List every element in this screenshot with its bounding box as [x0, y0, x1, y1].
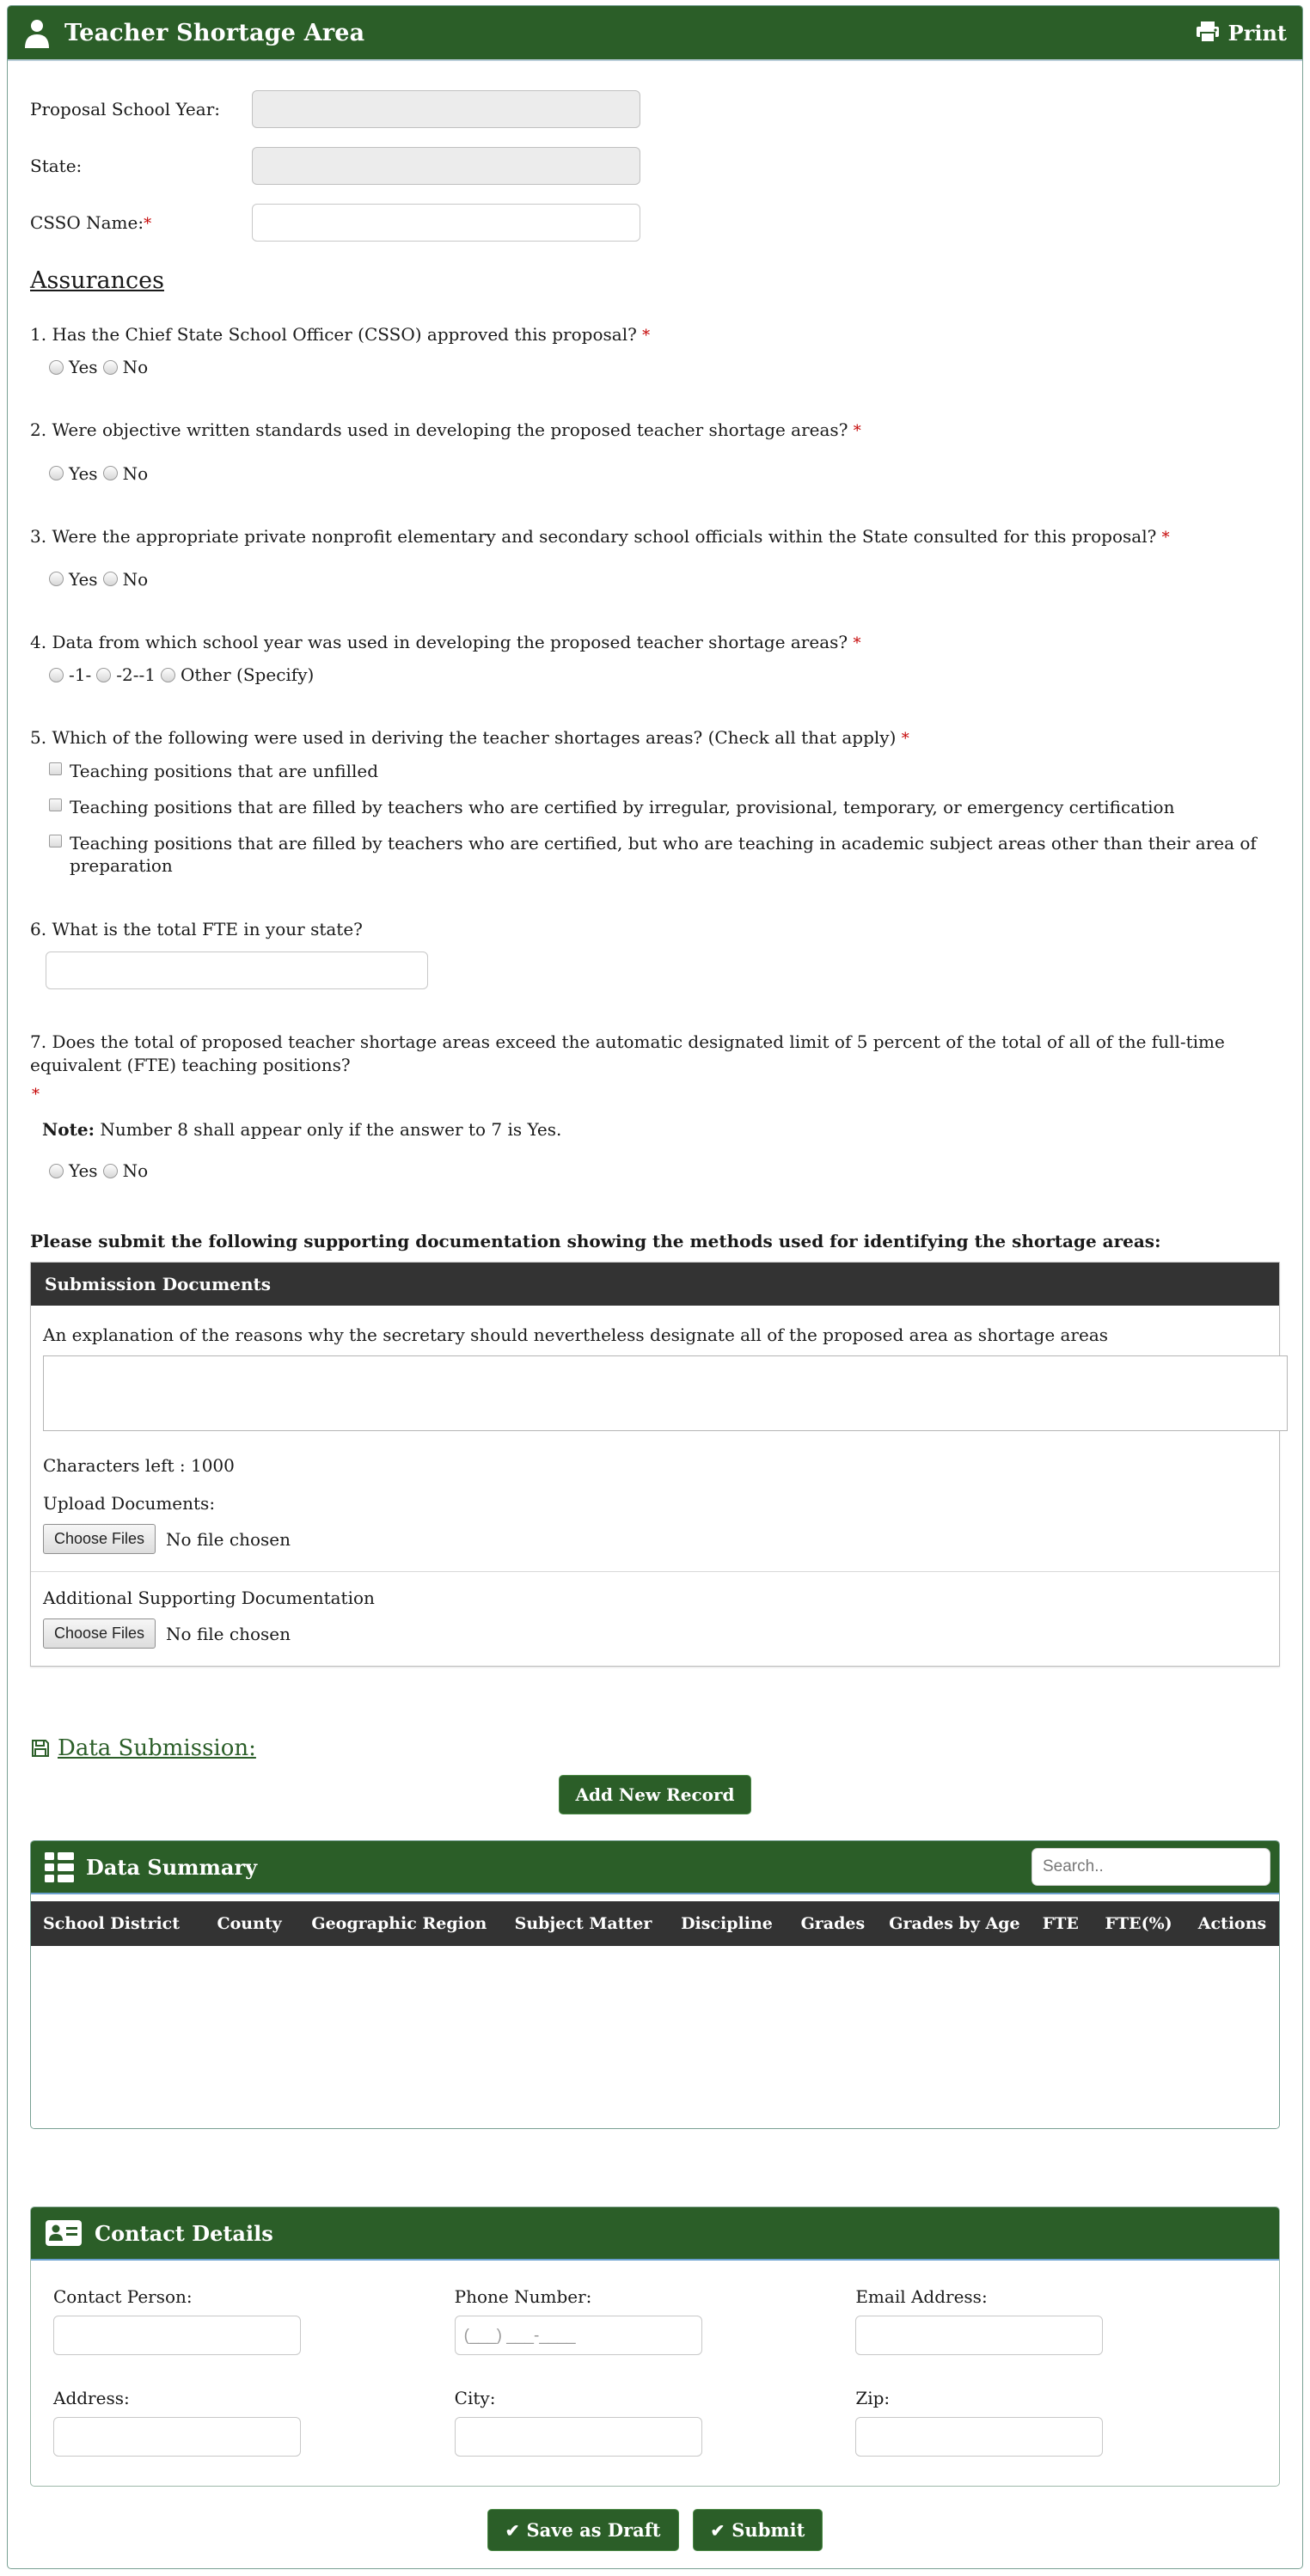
q7-note-text: Number 8 shall appear only if the answer to 7 is Yes.	[94, 1119, 562, 1141]
question-2: 2. Were objective written standards used in developing the proposed teacher shortage areas? * Yes No	[30, 419, 861, 484]
assurances-heading: Assurances	[30, 267, 164, 294]
check-icon: ✔	[505, 2519, 520, 2541]
floppy-disk-icon	[30, 1738, 51, 1759]
submission-documents-title: Submission Documents	[31, 1263, 1279, 1306]
question-7	[30, 1031, 1280, 1181]
data-summary-empty-body	[31, 1946, 1279, 2128]
explanation-textarea[interactable]	[43, 1355, 1288, 1431]
question-4-text: 4. Data from which school year was used in developing the proposed teacher shortage areas?	[30, 631, 848, 652]
proposal-school-year-row	[30, 90, 1280, 128]
csso-name-field[interactable]	[252, 204, 640, 242]
data-submission-link[interactable]: Data Submission:	[58, 1735, 256, 1762]
contact-details-panel	[30, 2206, 1280, 2487]
table-grid-icon	[45, 1852, 74, 1882]
column-county: County	[217, 1914, 282, 1934]
page-title: Teacher Shortage Area	[64, 19, 365, 46]
q2-yes-radio[interactable]	[49, 466, 64, 480]
question-2-text: 2. Were objective written standards used in developing the proposed teacher shortage areas?	[30, 419, 848, 441]
column-fte-percent: FTE(%)	[1105, 1914, 1172, 1934]
submission-intro: Please submit the following supporting documentation showing the methods used for identifying the shortage areas:	[30, 1231, 1161, 1252]
q3-yes-label: Yes	[69, 568, 98, 590]
contact-person-label: Contact Person:	[53, 2286, 193, 2308]
file-status-text: No file chosen	[166, 1528, 291, 1550]
q4-year2-label: -2--1	[116, 664, 156, 686]
person-icon	[20, 15, 54, 50]
file-status-text-2: No file chosen	[166, 1623, 291, 1644]
city-label: City:	[454, 2388, 496, 2409]
question-1	[30, 323, 1280, 377]
proposal-school-year-field	[252, 90, 640, 128]
column-grades: Grades	[800, 1914, 866, 1934]
q7-yes-label: Yes	[69, 1160, 98, 1182]
q7-no-label: No	[122, 1160, 149, 1182]
q5-option2-checkbox[interactable]	[49, 798, 62, 811]
state-field	[252, 147, 640, 185]
q2-no-radio[interactable]	[103, 466, 118, 480]
q1-no-radio[interactable]	[103, 360, 118, 375]
data-summary-title: Data Summary	[86, 1854, 258, 1880]
csso-name-label: CSSO Name:*	[30, 212, 152, 233]
email-address-field-group	[855, 2286, 1257, 2355]
q5-option1-checkbox[interactable]	[49, 762, 62, 775]
question-3: 3. Were the appropriate private nonprofit elementary and secondary school officials within the State consulted for this proposal? * Yes No	[30, 525, 1170, 590]
phone-number-input[interactable]	[455, 2316, 702, 2355]
address-field-group	[53, 2388, 455, 2457]
explanation-label: An explanation of the reasons why the secretary should nevertheless designate all of the proposed area as shortage areas	[43, 1325, 1109, 1346]
phone-number-field-group	[455, 2286, 856, 2355]
q4-year2-radio[interactable]	[96, 668, 111, 682]
question-5: 5. Which of the following were used in deriving the teacher shortages areas? (Check all that apply) * Teaching positions that are unfilled Teaching positions that are filled by teachers who are certified by irregular, provisional, temporary, or emergency certification Teaching positions that are filled by teachers who are certified, but who are teaching in academic subject areas other than their area of preparation	[30, 726, 1280, 877]
q5-option1-label: Teaching positions that are unfilled	[70, 761, 378, 782]
state-row	[30, 147, 1280, 185]
q2-no-label: No	[122, 462, 149, 484]
contact-person-field-group	[53, 2286, 455, 2355]
q3-yes-radio[interactable]	[49, 572, 64, 586]
add-new-record-button[interactable]: Add New Record	[559, 1775, 750, 1814]
column-actions: Actions	[1197, 1914, 1267, 1934]
question-5-text: 5. Which of the following were used in deriving the teacher shortages areas? (Check all that apply)	[30, 727, 897, 749]
question-3-text: 3. Were the appropriate private nonprofit elementary and secondary school officials within the State consulted for this proposal?	[30, 525, 1157, 547]
q5-option3-checkbox[interactable]	[49, 835, 62, 847]
page-container	[7, 5, 1303, 2569]
column-school-district: School District	[43, 1914, 181, 1934]
q7-yes-radio[interactable]	[49, 1164, 64, 1178]
print-button[interactable]: Print	[1195, 21, 1287, 46]
zip-label: Zip:	[855, 2388, 891, 2409]
q4-other-label: Other (Specify)	[180, 664, 315, 686]
column-grades-by-age: Grades by Age	[889, 1914, 1020, 1934]
column-subject-matter: Subject Matter	[514, 1914, 652, 1934]
q7-no-radio[interactable]	[103, 1164, 118, 1178]
choose-files-button-2[interactable]: Choose Files	[43, 1618, 156, 1649]
q4-other-radio[interactable]	[161, 668, 175, 682]
q1-yes-radio[interactable]	[49, 360, 64, 375]
upload-documents-label: Upload Documents:	[43, 1493, 216, 1514]
data-submission-row	[30, 1735, 1280, 1761]
column-fte: FTE	[1042, 1914, 1079, 1934]
check-icon: ✔	[710, 2519, 725, 2541]
contact-details-title: Contact Details	[95, 2220, 273, 2246]
q2-yes-label: Yes	[69, 462, 98, 484]
city-input[interactable]	[455, 2417, 702, 2457]
q4-year1-radio[interactable]	[49, 668, 64, 682]
data-summary-panel	[30, 1840, 1280, 2129]
required-asterisk: *	[642, 327, 651, 345]
phone-number-label: Phone Number:	[454, 2286, 592, 2308]
required-asterisk: *	[32, 1086, 40, 1104]
city-field-group	[455, 2388, 856, 2457]
state-label: State:	[30, 156, 83, 176]
q1-no-label: No	[122, 357, 149, 378]
characters-left-counter: Characters left : 1000	[43, 1455, 235, 1477]
question-6-text: 6. What is the total FTE in your state?	[30, 919, 363, 940]
q1-yes-label: Yes	[69, 357, 98, 378]
email-address-label: Email Address:	[855, 2286, 988, 2308]
contact-person-input[interactable]	[53, 2316, 301, 2355]
required-asterisk: *	[144, 215, 152, 233]
search-input[interactable]	[1031, 1848, 1270, 1886]
question-4: 4. Data from which school year was used in developing the proposed teacher shortage areas? * -1- -2--1 Other (Specify)	[30, 631, 861, 686]
submission-documents-panel	[30, 1262, 1280, 1667]
q7-note-label: Note:	[42, 1119, 95, 1141]
q3-no-radio[interactable]	[103, 572, 118, 586]
column-discipline: Discipline	[681, 1914, 773, 1934]
csso-name-row	[30, 204, 1280, 242]
q5-option3-label: Teaching positions that are filled by teachers who are certified, but who are teaching in academic subject areas other than their area of preparation	[70, 833, 1257, 877]
zip-input[interactable]	[855, 2417, 1103, 2457]
data-summary-header-row	[31, 1901, 1279, 1946]
printer-icon	[1195, 21, 1221, 45]
id-card-icon	[45, 2218, 83, 2249]
email-address-input[interactable]	[855, 2316, 1103, 2355]
question-7-text: 7. Does the total of proposed teacher shortage areas exceed the automatic designated limit of 5 percent of the total of all of the full-time equivalent (FTE) teaching positions?	[30, 1031, 1225, 1076]
q3-no-label: No	[122, 568, 149, 590]
question-1-text: 1. Has the Chief State School Officer (CSSO) approved this proposal?	[30, 324, 637, 345]
total-fte-field[interactable]	[46, 951, 428, 989]
page-header	[8, 6, 1302, 61]
choose-files-button[interactable]: Choose Files	[43, 1524, 156, 1554]
q4-year1-label: -1-	[69, 664, 92, 686]
address-input[interactable]	[53, 2417, 301, 2457]
zip-field-group	[855, 2388, 1257, 2457]
save-as-draft-button[interactable]: ✔ Save as Draft	[487, 2509, 679, 2551]
column-geographic-region: Geographic Region	[311, 1914, 487, 1934]
submit-button[interactable]: ✔ Submit	[693, 2509, 823, 2551]
address-label: Address:	[53, 2388, 130, 2409]
q5-option2-label: Teaching positions that are filled by teachers who are certified by irregular, provisional, temporary, or emergency certification	[70, 797, 1175, 818]
additional-documentation-label: Additional Supporting Documentation	[43, 1588, 375, 1609]
proposal-school-year-label: Proposal School Year:	[30, 99, 220, 119]
question-6	[30, 918, 1280, 989]
